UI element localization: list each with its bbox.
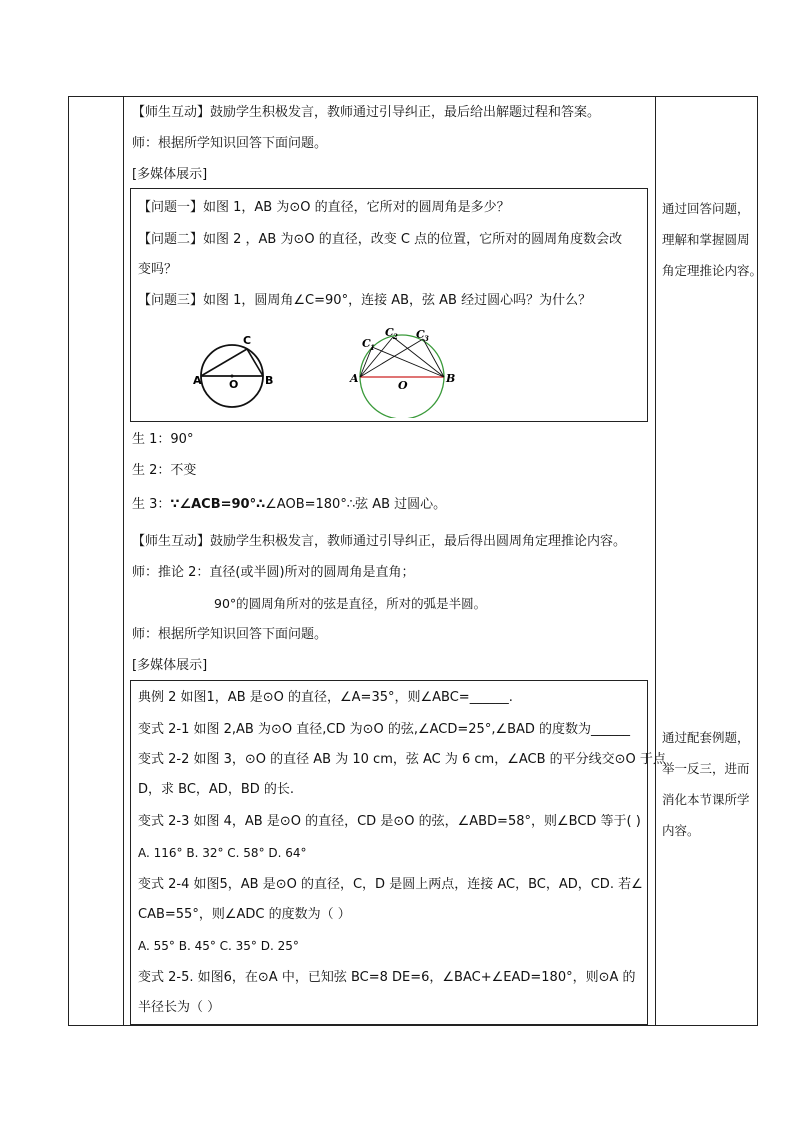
design-note-1-line: 通过回答问题， [662,201,750,216]
fig2-label-c1-sub: 1 [370,343,375,352]
media-label-2: [多媒体展示] [132,658,208,673]
fig2-label-c3-sub: 3 [424,334,429,343]
figure-1-circle [190,328,290,413]
student-answer-3-prefix: 生 3： [132,497,171,512]
question-1: 【问题一】如图 1，AB 为⊙O 的直径，它所对的圆周角是多少？ [138,200,510,215]
design-note-2-line: 内容。 [662,823,700,838]
design-note-2-line: 通过配套例题， [662,730,750,745]
variant-2-5: 变式 2-5. 如图6，在⊙A 中，已知弦 BC=8 DE=6，∠BAC+∠EAD=180°，则⊙A 的 [138,970,636,985]
example-2: 典例 2 如图1，AB 是⊙O 的直径，∠A=35°，则∠ABC=______. [138,690,513,705]
variant-2-4: 变式 2-4 如图5，AB 是⊙O 的直径，C，D 是圆上两点，连接 AC，BC，AD，CD. 若∠ [138,877,643,892]
design-note-1 [662,193,762,286]
design-note-1-line: 理解和掌握圆周 [662,232,750,247]
fig1-label-a: A [193,374,202,387]
design-note-2 [662,722,762,846]
theorem-corollary-cont: 90°的圆周角所对的弦是直径，所对的弧是半圆。 [214,596,487,611]
variant-2-3: 变式 2-3 如图 4，AB 是⊙O 的直径，CD 是⊙O 的弦，∠ABD=58°，则∠BCD 等于( ) [138,814,641,829]
table-divider-right [655,96,656,1026]
fig2-label-c3: C [416,328,425,341]
design-note-2-line: 消化本节课所学 [662,792,750,807]
design-note-1-line: 角定理推论内容。 [662,263,763,278]
question-2-cont: 变吗？ [138,262,178,277]
variant-2-2-cont: D，求 BC，AD，BD 的长. [138,782,295,797]
student-answer-3 [132,496,446,514]
student-answer-1: 生 1：90° [132,432,194,447]
fig2-label-c2-sub: 2 [393,332,398,341]
fig2-label-b: B [446,372,456,385]
question-3: 【问题三】如图 1，圆周角∠C=90°，连接 AB，弦 AB 经过圆心吗？为什么？ [138,293,592,308]
table-divider-left [123,96,124,1026]
media-label-1: [多媒体展示] [132,167,208,182]
variant-2-4-options: A. 55° B. 45° C. 35° D. 25° [138,939,299,953]
figure-2-circle [345,322,465,418]
question-2: 【问题二】如图 2 ，AB 为⊙O 的直径，改变 C 点的位置，它所对的圆周角度数会改 [138,232,623,247]
design-note-2-line: 举一反三，进而 [662,761,750,776]
fig1-label-b: B [265,374,274,387]
teacher-line-2: 师：根据所学知识回答下面问题。 [132,627,328,642]
fig2-label-a: A [350,372,359,385]
variant-2-2: 变式 2-2 如图 3，⊙O 的直径 AB 为 10 cm，弦 AC 为 6 cm，∠ACB 的平分线交⊙O 于点 [138,752,666,767]
variant-2-3-options: A. 116° B. 32° C. 58° D. 64° [138,846,307,860]
variant-2-5-cont: 半径长为（ ） [138,1000,221,1015]
interaction-text-2: 【师生互动】鼓励学生积极发言，教师通过引导纠正，最后得出圆周角定理推论内容。 [132,534,627,549]
fig1-label-o: O [229,378,239,391]
fig2-label-c1: C [362,337,371,350]
interaction-text-1: 【师生互动】鼓励学生积极发言，教师通过引导纠正，最后给出解题过程和答案。 [132,105,601,120]
theorem-corollary: 师：推论 2：直径(或半圆)所对的圆周角是直角； [132,565,415,580]
variant-2-1: 变式 2-1 如图 2,AB 为⊙O 直径,CD 为⊙O 的弦,∠ACD=25°,∠BAD 的度数为______ [138,722,631,737]
fig2-label-o: O [398,379,408,392]
student-answer-2: 生 2：不变 [132,463,197,478]
variant-2-4-cont: CAB=55°，则∠ADC 的度数为（ ） [138,907,351,922]
fig1-label-c: C [243,334,252,347]
fig2-label-c2: C [385,326,394,339]
student-answer-3-given: ∵∠ACB=90°∴ [170,497,266,512]
student-answer-3-rest: ∠AOB=180°∴弦 AB 过圆心。 [265,497,447,512]
teacher-line-1: 师：根据所学知识回答下面问题。 [132,136,328,151]
